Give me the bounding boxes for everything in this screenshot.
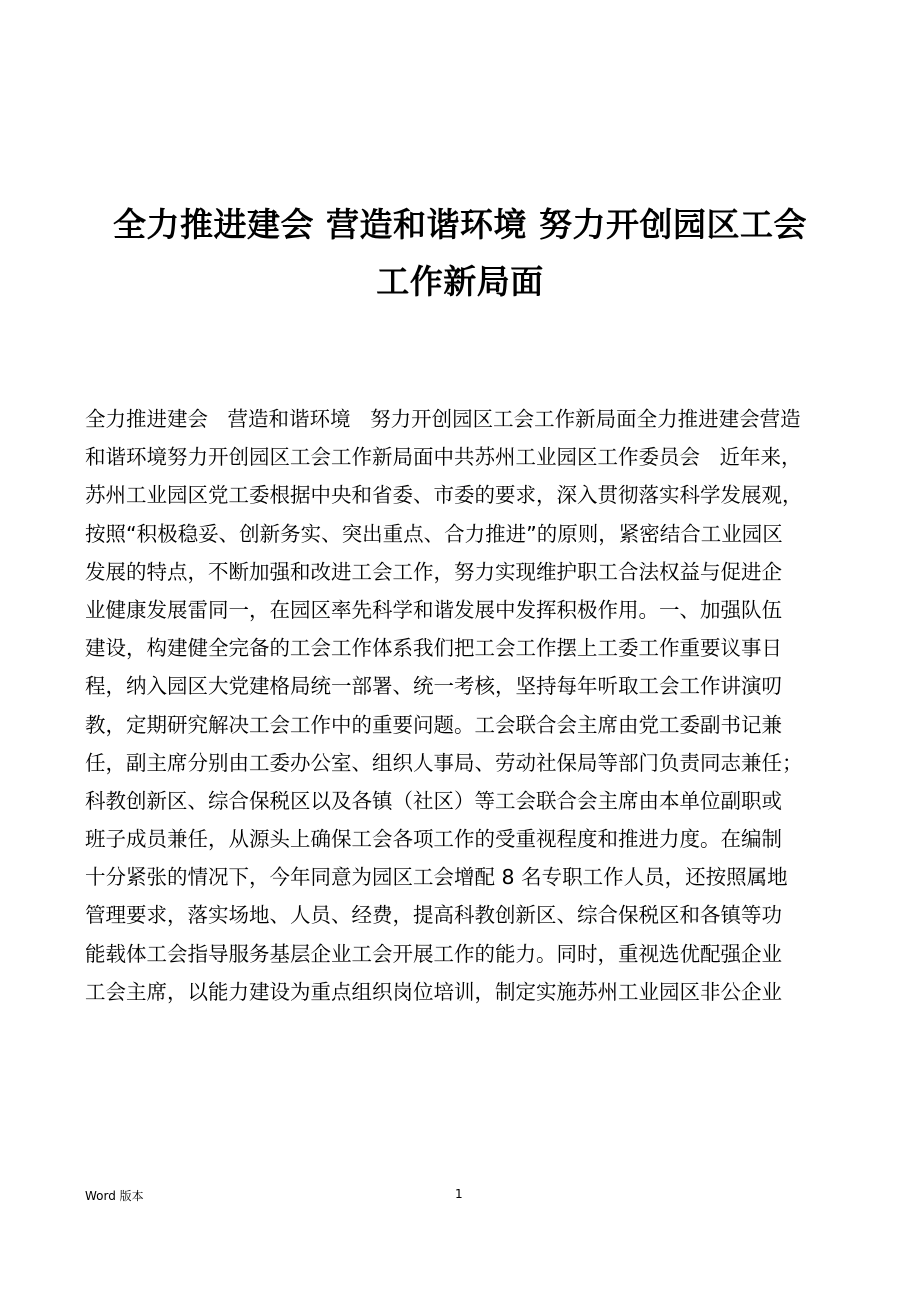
title-line: 工作新局面	[376, 262, 544, 301]
document-body	[85, 400, 865, 1011]
body-line: 科教创新区、综合保税区以及各镇（社区）等工会联合会主席由本单位副职或	[85, 788, 782, 813]
body-line: 业健康发展雷同一，在园区率先科学和谐发展中发挥积极作用。一、加强队伍	[85, 597, 782, 622]
title-line: 全力推进建会 营造和谐环境 努力开创园区工会	[113, 205, 807, 244]
document-title	[0, 196, 920, 310]
body-line: 十分紧张的情况下，今年同意为园区工会增配 8 名专职工作人员，还按照属地	[85, 865, 788, 890]
body-line: 班子成员兼任，从源头上确保工会各项工作的受重视程度和推进力度。在编制	[85, 827, 782, 852]
body-line: 苏州工业园区党工委根据中央和省委、市委的要求，深入贯彻落实科学发展观，	[85, 483, 803, 508]
body-line: 和谐环境努力开创园区工会工作新局面中共苏州工业园区工作委员会 近年来，	[85, 445, 802, 470]
body-line: 发展的特点，不断加强和改进工会工作，努力实现维护职工合法权益与促进企	[85, 559, 782, 584]
body-line: 能载体工会指导服务基层企业工会开展工作的能力。同时，重视选优配强企业	[85, 941, 782, 966]
footer-label: Word 版本	[85, 1189, 144, 1203]
body-line: 程，纳入园区大党建格局统一部署、统一考核，坚持每年听取工会工作讲演叨	[85, 674, 782, 699]
body-line: 全力推进建会 营造和谐环境 努力开创园区工会工作新局面全力推进建会营造	[85, 407, 801, 431]
page-number: 1	[455, 1187, 463, 1201]
body-line: 工会主席，以能力建设为重点组织岗位培训，制定实施苏州工业园区非公企业	[85, 979, 782, 1004]
body-line: 任，副主席分别由工委办公室、组织人事局、劳动社保局等部门负责同志兼任；	[85, 750, 803, 775]
body-line: 按照“积极稳妥、创新务实、突出重点、合力推进”的原则，紧密结合工业园区	[85, 521, 783, 546]
body-line: 建设，构建健全完备的工会工作体系我们把工会工作摆上工委工作重要议事日	[85, 636, 782, 661]
body-line: 教，定期研究解决工会工作中的重要问题。工会联合会主席由党工委副书记兼	[85, 712, 782, 737]
body-line: 管理要求，落实场地、人员、经费，提高科教创新区、综合保税区和各镇等功	[85, 903, 782, 928]
